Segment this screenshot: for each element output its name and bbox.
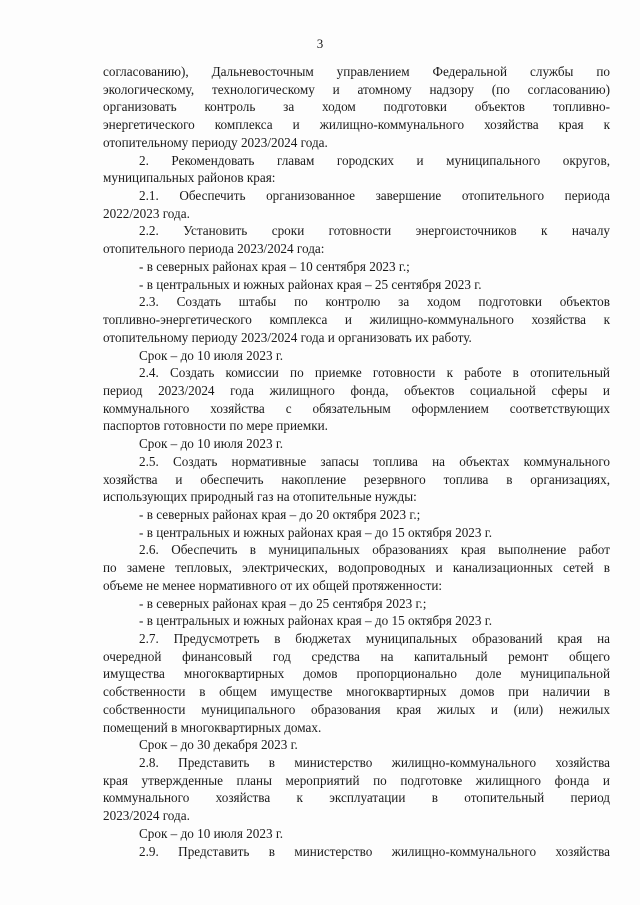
text-line: 2.7. Предусмотреть в бюджетах муниципальных образований края на [139, 631, 610, 646]
text-line: организовать контроль за ходом подготовки объектов топливно- [103, 99, 610, 115]
text-line: 2.4. Создать комиссии по приемке готовности к работе в отопительный [139, 365, 610, 381]
text-line: - в центральных и южных районах края – до 15 октября 2023 г. [139, 613, 492, 629]
text-line: муниципальных районов края: [103, 170, 276, 186]
text-line: коммунального хозяйства к эксплуатации в отопительный период [103, 790, 610, 806]
text-line: Срок – до 10 июля 2023 г. [139, 347, 284, 363]
text-line: помещений в многоквартирных домах. [103, 719, 322, 735]
text-line: 2.6. Обеспечить в муниципальных образованиях края выполнение работ [139, 542, 610, 558]
text-line: энергетического комплекса и жилищно-коммунального хозяйства края к [103, 117, 610, 133]
text-line: - в центральных и южных районах края – до 15 октября 2023 г. [139, 524, 492, 540]
text-line: 2. Рекомендовать главам городских и муниципального округов, [139, 152, 610, 168]
text-line: 2.8. Представить в министерство жилищно-коммунального хозяйства [139, 755, 610, 771]
text-line: - в центральных и южных районах края – 25 сентября 2023 г. [139, 276, 482, 292]
text-line: Срок – до 10 июля 2023 г. [139, 825, 284, 841]
text-line: коммунального хозяйства с обязательным оформлением соответствующих [103, 400, 610, 416]
text-line: Срок – до 30 декабря 2023 г. [139, 737, 298, 753]
text-line: топливно-энергетического комплекса и жилищно-коммунального хозяйства к [103, 312, 610, 328]
text-line: отопительному периоду 2023/2024 года и организовать их работу. [103, 329, 472, 345]
text-line: 2.1. Обеспечить организованное завершение отопительного периода [139, 188, 610, 204]
text-line: по замене тепловых, электрических, водопроводных и канализационных сетей в [103, 560, 610, 576]
text-line: отопительному периоду 2023/2024 года. [103, 134, 328, 150]
text-line: период 2023/2024 года жилищного фонда, объектов социальной сферы и [103, 382, 610, 398]
text-line: - в северных районах края – до 20 октября 2023 г.; [139, 506, 421, 522]
text-line: Срок – до 10 июля 2023 г. [139, 436, 284, 452]
page-number: 3 [316, 36, 324, 51]
text-line: 2023/2024 года. [103, 808, 190, 824]
text-line: 2.3. Создать штабы по контролю за ходом подготовки объектов [139, 294, 610, 310]
text-line: паспортов готовности по мере приемки. [103, 418, 328, 434]
text-line: собственности муниципального образования края жилых и (или) нежилых [103, 701, 610, 717]
text-line: экологическому, технологическому и атомному надзору (по согласованию) [103, 81, 610, 97]
text-line: хозяйства и обеспечить накопление резервного топлива в организациях, [103, 471, 610, 487]
text-line: 2022/2023 года. [103, 205, 190, 221]
text-line: - в северных районах края – до 25 сентября 2023 г.; [139, 595, 427, 611]
text-line: - в северных районах края – 10 сентября 2023 г.; [139, 258, 410, 274]
text-line: 2.2. Установить сроки готовности энергоисточников к началу [139, 223, 610, 239]
text-line: очередной финансовый год средства на капитальный ремонт общего [103, 648, 610, 664]
text-line: объеме не менее нормативного от их общей протяженности: [103, 577, 443, 593]
text-line: собственности в общем имуществе многоквартирных домов при наличии в [103, 684, 610, 700]
text-line: согласованию), Дальневосточным управлением Федеральной службы по [103, 64, 610, 79]
text-line: края утвержденные планы мероприятий по подготовке жилищного фонда и [103, 772, 610, 788]
text-line: 2.5. Создать нормативные запасы топлива на объектах коммунального [139, 453, 610, 469]
text-line: отопительного периода 2023/2024 года: [103, 241, 325, 257]
document-body [103, 63, 610, 860]
text-line: имущества многоквартирных домов пропорционально доле муниципальной [103, 666, 610, 682]
text-line: 2.9. Представить в министерство жилищно-коммунального хозяйства [139, 843, 610, 859]
text-line: использующих природный газ на отопительные нужды: [103, 489, 417, 505]
